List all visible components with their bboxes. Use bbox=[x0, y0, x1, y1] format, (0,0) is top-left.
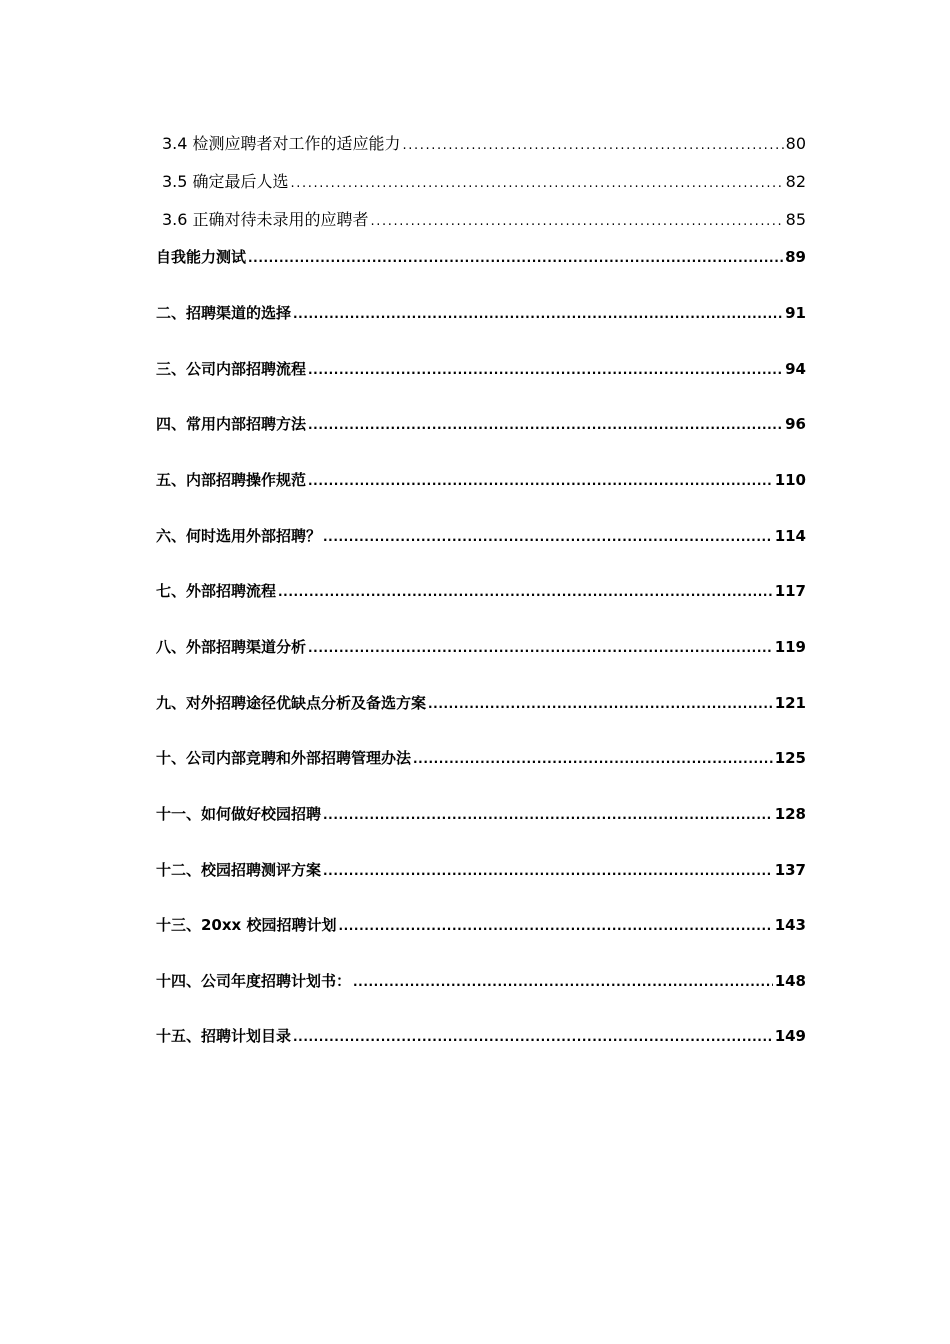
toc-dot-leader bbox=[291, 176, 784, 191]
toc-entry-page: 121 bbox=[774, 694, 806, 712]
toc-entry-title: 3.5 确定最后人选 bbox=[162, 172, 289, 191]
toc-entry-page: 148 bbox=[774, 972, 806, 990]
toc-entry-13[interactable] bbox=[156, 914, 806, 935]
toc-dot-leader bbox=[353, 975, 773, 989]
toc-entry-page: 94 bbox=[785, 360, 806, 378]
toc-entry-3-5[interactable] bbox=[162, 169, 806, 192]
toc-dot-leader bbox=[308, 418, 783, 432]
toc-entry-5[interactable] bbox=[156, 469, 806, 490]
toc-dot-leader bbox=[308, 363, 783, 377]
toc-entry-title: 二、招聘渠道的选择 bbox=[156, 304, 292, 322]
toc-entry-title: 十、公司内部竞聘和外部招聘管理办法 bbox=[156, 749, 412, 767]
toc-entry-page: 96 bbox=[785, 415, 806, 433]
toc-dot-leader bbox=[323, 864, 773, 878]
toc-entry-title: 七、外部招聘流程 bbox=[156, 582, 277, 600]
toc-entry-title: 五、内部招聘操作规范 bbox=[156, 471, 307, 489]
toc-entry-page: 114 bbox=[774, 527, 806, 545]
toc-entry-title: 十四、公司年度招聘计划书： bbox=[156, 972, 352, 990]
toc-entry-title: 自我能力测试 bbox=[156, 248, 247, 266]
toc-entry-title: 三、公司内部招聘流程 bbox=[156, 360, 307, 378]
toc-entry-3-6[interactable] bbox=[162, 207, 806, 230]
toc-dot-leader bbox=[293, 1030, 773, 1044]
toc-entry-title: 六、何时选用外部招聘？ bbox=[156, 527, 322, 545]
toc-entry-15[interactable] bbox=[156, 1025, 806, 1046]
toc-entry-page: 137 bbox=[774, 861, 806, 879]
toc-entry-page: 80 bbox=[785, 134, 806, 153]
toc-entry-11[interactable] bbox=[156, 803, 806, 824]
toc-entry-title: 九、对外招聘途径优缺点分析及备选方案 bbox=[156, 694, 427, 712]
toc-dot-leader bbox=[338, 919, 772, 933]
toc-entry-page: 125 bbox=[774, 749, 806, 767]
toc-entry-page: 91 bbox=[785, 304, 806, 322]
toc-entry-12[interactable] bbox=[156, 859, 806, 880]
toc-entry-14[interactable] bbox=[156, 970, 806, 991]
toc-entry-title: 十五、招聘计划目录 bbox=[156, 1027, 292, 1045]
toc-dot-leader bbox=[371, 214, 784, 229]
toc-dot-leader bbox=[308, 474, 773, 488]
toc-entry-3[interactable] bbox=[156, 358, 806, 379]
toc-entry-9[interactable] bbox=[156, 692, 806, 713]
toc-entry-title: 3.6 正确对待未录用的应聘者 bbox=[162, 210, 369, 229]
toc-entry-6[interactable] bbox=[156, 525, 806, 546]
toc-entry-page: 149 bbox=[774, 1027, 806, 1045]
toc-entry-10[interactable] bbox=[156, 747, 806, 768]
toc-entry-page: 143 bbox=[774, 916, 806, 934]
toc-dot-leader bbox=[323, 530, 773, 544]
toc-dot-leader bbox=[308, 641, 773, 655]
toc-entry-4[interactable] bbox=[156, 413, 806, 434]
toc-entry-page: 128 bbox=[774, 805, 806, 823]
toc-entry-title: 十三、20xx 校园招聘计划 bbox=[156, 916, 337, 934]
toc-entry-page: 82 bbox=[785, 172, 806, 191]
toc-dot-leader bbox=[413, 752, 773, 766]
toc-entry-title: 十二、校园招聘测评方案 bbox=[156, 861, 322, 879]
toc-entry-page: 89 bbox=[785, 248, 806, 266]
toc-entry-8[interactable] bbox=[156, 636, 806, 657]
toc-dot-leader bbox=[248, 251, 783, 265]
toc-dot-leader bbox=[403, 138, 784, 153]
toc-entry-self-test[interactable] bbox=[156, 246, 806, 267]
toc-entry-title: 八、外部招聘渠道分析 bbox=[156, 638, 307, 656]
toc-entry-title: 3.4 检测应聘者对工作的适应能力 bbox=[162, 134, 401, 153]
toc-entry-page: 85 bbox=[785, 210, 806, 229]
toc-dot-leader bbox=[323, 808, 773, 822]
toc-dot-leader bbox=[278, 585, 773, 599]
toc-entry-title: 四、常用内部招聘方法 bbox=[156, 415, 307, 433]
toc-entry-page: 110 bbox=[774, 471, 806, 489]
toc-entry-page: 119 bbox=[774, 638, 806, 656]
toc-entry-title: 十一、如何做好校园招聘 bbox=[156, 805, 322, 823]
toc-dot-leader bbox=[293, 307, 783, 321]
toc-entry-7[interactable] bbox=[156, 580, 806, 601]
toc-entry-2[interactable] bbox=[156, 302, 806, 323]
toc-entry-3-4[interactable] bbox=[162, 131, 806, 154]
toc-entry-page: 117 bbox=[774, 582, 806, 600]
toc-dot-leader bbox=[428, 697, 773, 711]
